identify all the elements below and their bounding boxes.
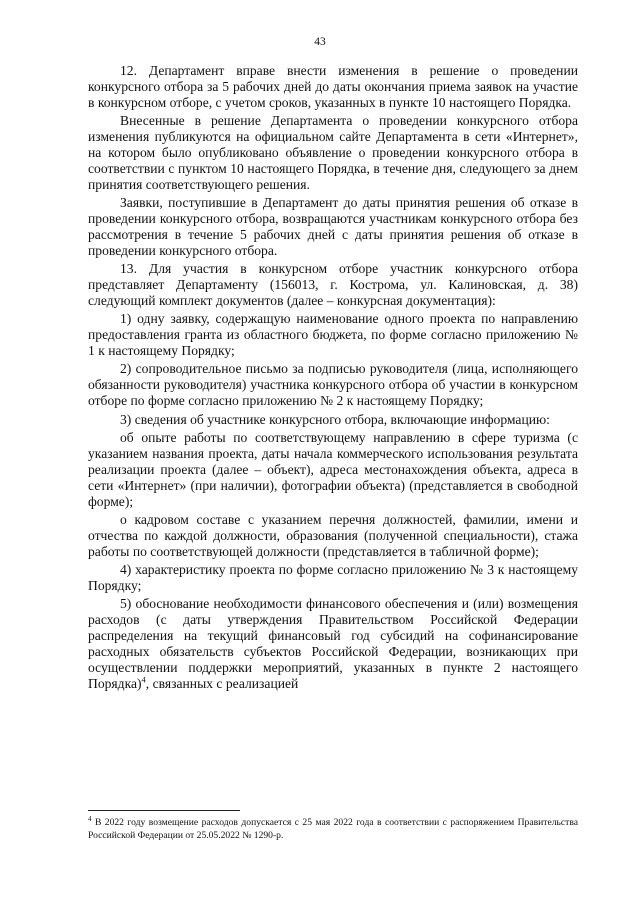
footnote-text: В 2022 году возмещение расходов допускается с 25 мая 2022 года в соответствии с распоряжением Правительства Российской Федерации от 25.05.2022 № 1290-р. [88,817,578,841]
body-text [88,63,578,694]
list-item-2: 2) сопроводительное письмо за подписью руководителя (лица, исполняющего обязанности руководителя) участника конкурсного отбора об участии в конкурсном отборе по форме согласно приложению № 2 к настоящему Порядку; [88,361,578,409]
footnote-marker: 4 [88,814,92,823]
paragraph-12: 12. Департамент вправе внести изменения в решение о проведении конкурсного отбора за 5 рабочих дней до даты окончания приема заявок на участие в конкурсном отборе, с учетом сроков, указанных в пункте 10 настоящего Порядка. [88,63,578,110]
paragraph-applications-returned: Заявки, поступившие в Департамент до даты принятия решения об отказе в проведении конкурсного отбора, возвращаются участникам конкурсного отбора без рассмотрения в течение 5 рабочих дней с даты принятия решения об отказе в проведении конкурсного отбора. [88,195,578,259]
list-item-1: 1) одну заявку, содержащую наименование одного проекта по направлению предоставления гранта из областного бюджета, по форме согласно приложению № 1 к настоящему Порядку; [88,311,578,359]
footnote-divider [88,810,240,811]
page-number: 43 [314,36,326,48]
list-item-5-text: 5) обоснование необходимости финансового обеспечения и (или) возмещения расходов (с даты утверждения Правительством Российской Федерации распределения на текущий финансовый год субсидий на софинансирование расходных обязательств субъектов Российской Федерации, возникающих при осуществлении поддержки мероприятий, указанных в пункте 2 настоящего Порядка) [88,595,578,691]
list-item-5-tail: , связанных с реализацией [145,675,299,691]
footnote [88,814,578,842]
list-item-3: 3) сведения об участнике конкурсного отбора, включающие информацию: [120,411,550,427]
list-item-4: 4) характеристику проекта по форме согласно приложению № 3 к настоящему Порядку; [88,561,578,593]
list-item-3-staff: о кадровом составе с указанием перечня должностей, фамилии, имени и отчества по каждой должности, образования (полученной специальности), стажа работы по соответствующей должности (представляется в табличной форме); [88,511,578,559]
list-item-3-experience: об опыте работы по соответствующему направлению в сфере туризма (с указанием названия проекта, даты начала коммерческого использования результата реализации проекта (далее – объект), адреса местонахождения объекта, адреса в сети «Интернет» (при наличии), фотографии объекта) (представляется в свободной форме); [88,429,578,509]
footnote-reference[interactable]: 4 [141,674,146,685]
paragraph-amendments-published: Внесенные в решение Департамента о проведении конкурсного отбора изменения публикуются на официальном сайте Департамента в сети «Интернет», на котором было опубликовано объявление о проведении конкурсного отбора в соответствии с пунктом 10 настоящего Порядка, в течение дня, следующего за днем принятия соответствующего решения. [88,113,578,193]
paragraph-13: 13. Для участия в конкурсном отборе участник конкурсного отбора представляет Департаменту (156013, г. Кострома, ул. Калиновская, д. 38) следующий комплект документов (далее – конкурсная документация): [88,261,578,309]
list-item-5 [88,596,578,692]
